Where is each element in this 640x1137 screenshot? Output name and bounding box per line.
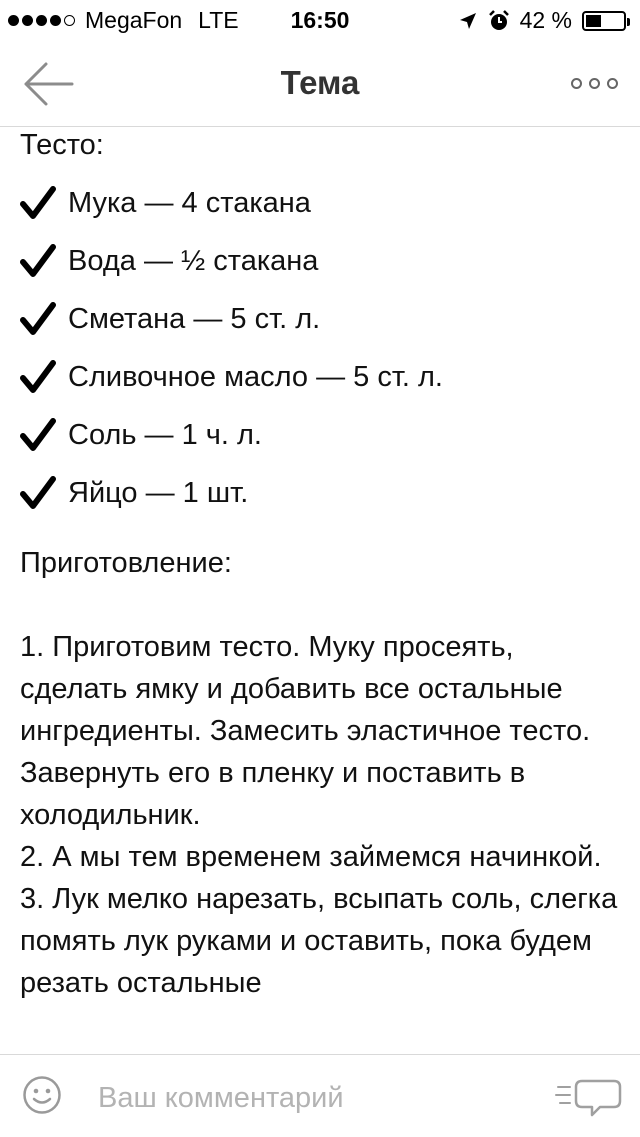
- battery-percent: 42 %: [519, 7, 572, 33]
- post-content: [20, 126, 625, 1054]
- smiley-icon[interactable]: [22, 1075, 62, 1115]
- status-bar-right: [458, 7, 626, 34]
- network-type: LTE: [198, 7, 239, 33]
- checkmark-icon: [20, 244, 56, 278]
- ingredient-text: Вода — ½ стакана: [68, 244, 319, 277]
- dough-title: Тесто:: [20, 129, 104, 161]
- carrier-name: MegaFon: [85, 7, 183, 33]
- list-item: [20, 416, 625, 454]
- page-title: Тема: [280, 64, 360, 101]
- checkmark-icon: [20, 302, 56, 336]
- comment-bar: [0, 1054, 640, 1137]
- list-item: [20, 358, 625, 396]
- status-bar: [0, 0, 640, 40]
- preparation-steps: [20, 626, 625, 1004]
- step-text: 3. Лук мелко нарезать, всыпать соль, слегка помять лук руками и оставить, пока будем резать остальные: [20, 883, 618, 999]
- navigation-bar: [0, 40, 640, 127]
- status-time: 16:50: [290, 7, 350, 33]
- list-item: [20, 242, 625, 280]
- ingredients-list: [20, 184, 625, 512]
- step-text: 2. А мы тем временем займемся начинкой.: [20, 841, 602, 873]
- checkmark-icon: [20, 476, 56, 510]
- list-item: [20, 184, 625, 222]
- comments-icon[interactable]: [554, 1075, 624, 1119]
- ingredient-text: Соль — 1 ч. л.: [68, 418, 262, 451]
- alarm-clock-icon: [488, 10, 510, 32]
- battery-icon: [582, 11, 626, 31]
- list-item: [20, 474, 625, 512]
- checkmark-icon: [20, 360, 56, 394]
- checkmark-icon: [20, 186, 56, 220]
- more-dots-icon: [571, 78, 582, 89]
- more-options-button[interactable]: [567, 74, 622, 93]
- preparation-title: Приготовление:: [20, 547, 232, 579]
- ingredient-text: Сливочное масло — 5 ст. л.: [68, 360, 443, 393]
- checkmark-icon: [20, 418, 56, 452]
- ingredient-text: Сметана — 5 ст. л.: [68, 302, 321, 335]
- comment-input[interactable]: [96, 1077, 530, 1119]
- ingredient-text: Яйцо — 1 шт.: [68, 476, 249, 509]
- list-item: [20, 300, 625, 338]
- battery-level-fill: [586, 15, 601, 27]
- location-arrow-icon: [458, 11, 478, 31]
- ingredient-text: Мука — 4 стакана: [68, 186, 311, 219]
- step-text: 1. Приготовим тесто. Муку просеять, сделать ямку и добавить все остальные ингредиенты. Замесить эластичное тесто. Завернуть его в пленку и поставить в холодильник.: [20, 631, 591, 831]
